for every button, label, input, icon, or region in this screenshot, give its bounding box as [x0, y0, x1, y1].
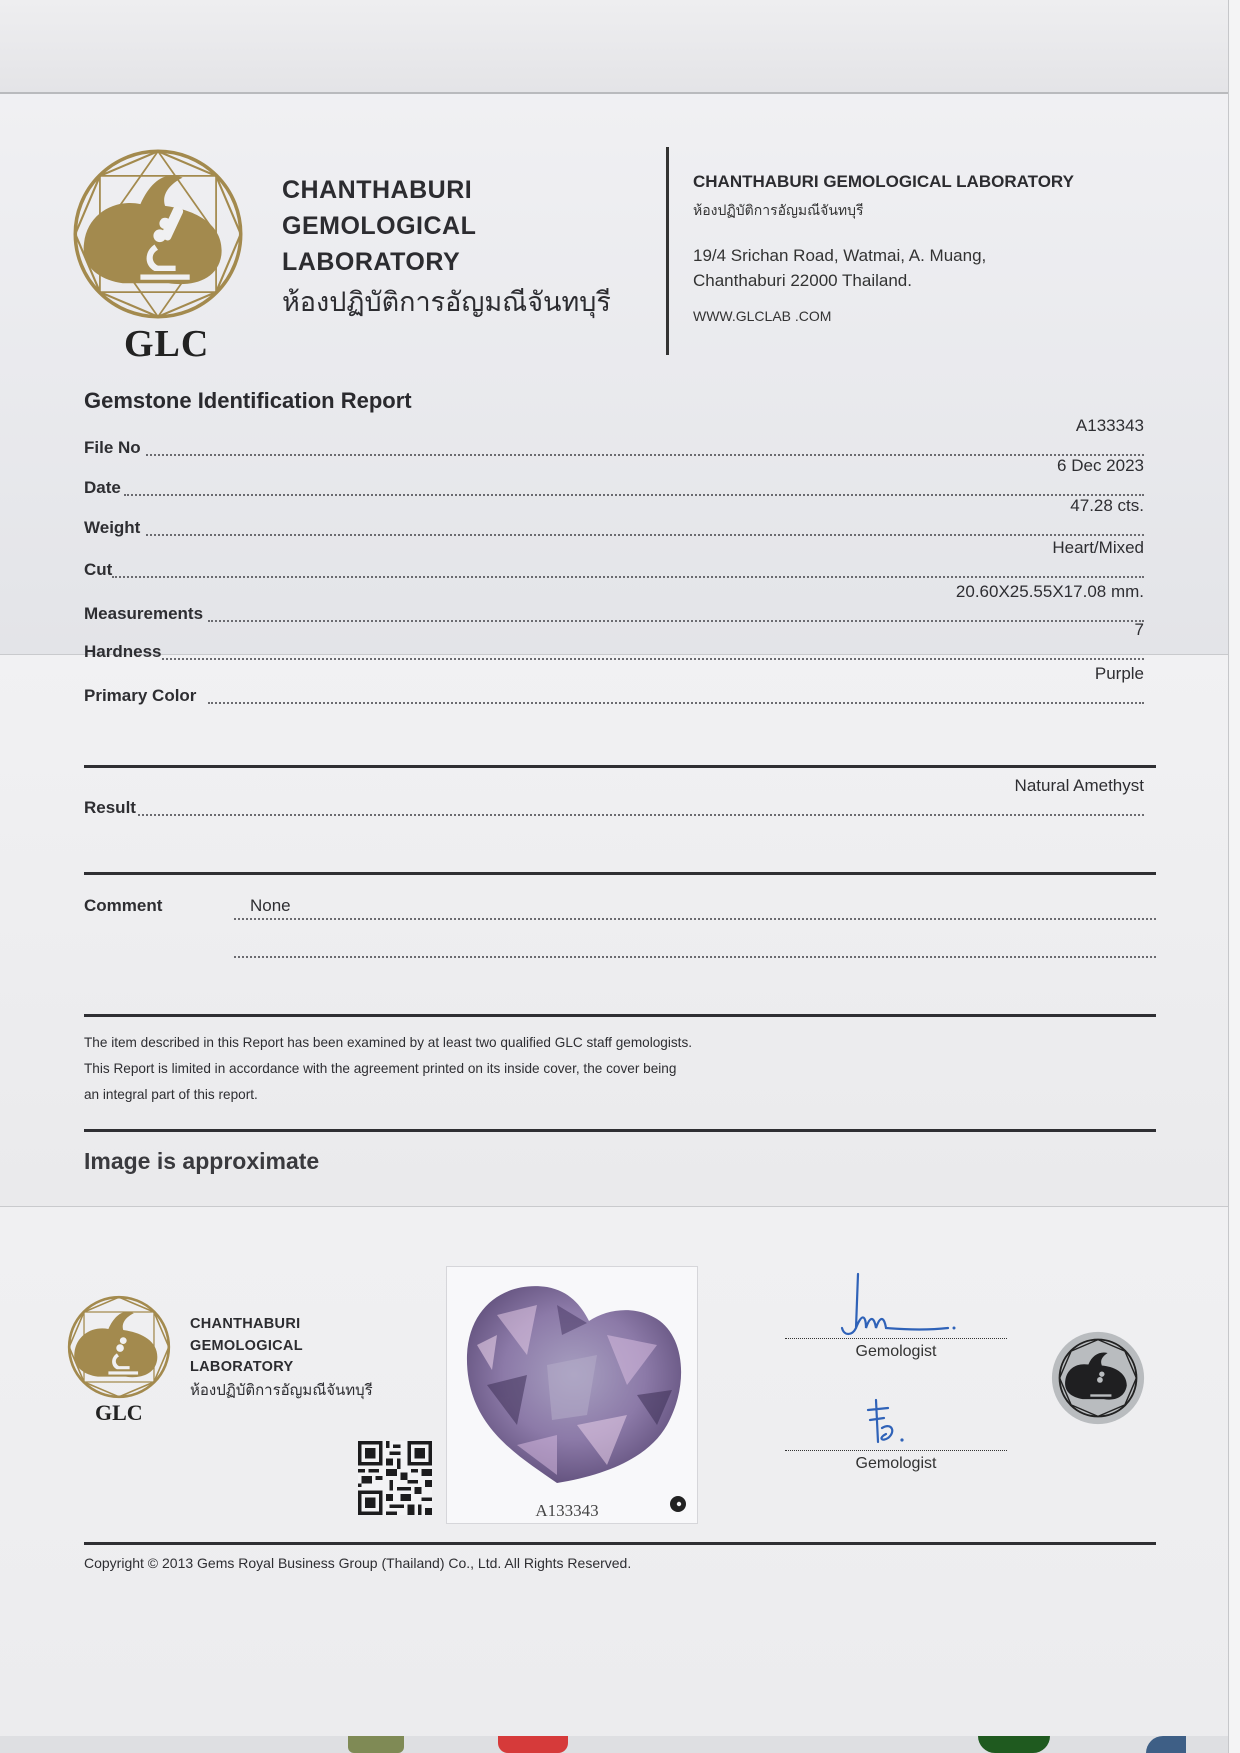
peeking-gem-blue [1146, 1736, 1186, 1753]
field-label: Date [84, 478, 121, 497]
footer-rule [84, 1542, 1156, 1545]
field-label: Cut [84, 560, 113, 579]
stone-photo [446, 1266, 698, 1524]
dotted-leader [146, 454, 1144, 456]
hologram-seal-icon [1050, 1330, 1146, 1426]
rabbit-microscope-logo-icon [70, 146, 246, 322]
lab-name: CHANTHABURI GEMOLOGICAL LABORATORY [282, 176, 477, 276]
heart-amethyst-image [457, 1275, 687, 1495]
rabbit-microscope-logo-icon [66, 1294, 172, 1400]
paper-fold-top [0, 0, 1228, 94]
result-label: Result [84, 798, 136, 817]
peeking-gem-dark-green [978, 1736, 1050, 1753]
dotted-leader [162, 658, 1144, 660]
lab-abbreviation-small: GLC [95, 1400, 143, 1425]
address-line-2: Chanthaburi 22000 Thailand. [693, 271, 912, 290]
lab-name-thai-small: ห้องปฏิบัติการอัญมณีจันทบุรี [190, 1383, 373, 1399]
image-note: Image is approximate [84, 1148, 320, 1174]
field-value: 7 [1134, 620, 1144, 639]
comment-value: None [250, 896, 291, 915]
address-line-1: 19/4 Srichan Road, Watmai, A. Muang, [693, 246, 987, 265]
field-value: A133343 [1075, 416, 1144, 435]
lab-name-thai: ห้องปฏิบัติการอัญมณีจันทบุรี [282, 287, 611, 317]
signature-label-2: Gemologist [855, 1455, 937, 1472]
field-row-result [84, 776, 1144, 818]
result-value: Natural Amethyst [1014, 776, 1144, 795]
lab-abbreviation: GLC [124, 323, 210, 365]
signature-1 [840, 1272, 970, 1344]
signature-line-2 [785, 1450, 1007, 1451]
header-divider [666, 147, 669, 355]
comment-dotted-line [234, 918, 1156, 920]
field-label: File No [84, 438, 141, 457]
lab-name-small: CHANTHABURI GEMOLOGICAL LABORATORY [190, 1316, 303, 1375]
field-row-weight [84, 496, 1144, 538]
signature-label-1: Gemologist [855, 1343, 937, 1360]
website-link[interactable]: WWW.GLCLAB .COM [693, 308, 832, 324]
field-value: Purple [1094, 664, 1144, 683]
section-rule [84, 1129, 1156, 1132]
field-value: Heart/Mixed [1052, 538, 1144, 557]
field-row-hardness [84, 620, 1144, 662]
field-value: 47.28 cts. [1070, 496, 1144, 515]
paper-panel-middle [0, 654, 1228, 1207]
disclaimer-text: The item described in this Report has been examined by at least two qualified GLC staff gemologists. This Report is limited in accordance with the agreement printed on its inside cover, the cover being an integral part of this report. [84, 1035, 693, 1102]
address-lab-name-thai: ห้องปฏิบัติการอัญมณีจันทบุรี [693, 204, 864, 219]
qr-code-icon[interactable] [358, 1441, 432, 1515]
section-rule [84, 1014, 1156, 1017]
address-lab-name: CHANTHABURI GEMOLOGICAL LABORATORY [693, 172, 1074, 191]
field-row-file-no [84, 416, 1144, 458]
field-value: 20.60X25.55X17.08 mm. [955, 582, 1144, 601]
copyright-text: Copyright © 2013 Gems Royal Business Group (Thailand) Co., Ltd. All Rights Reserved. [84, 1555, 632, 1571]
peeking-gem-red [498, 1736, 568, 1753]
field-label: Hardness [84, 642, 162, 661]
field-label: Weight [84, 518, 141, 537]
dotted-leader [124, 494, 1144, 496]
dotted-leader [208, 702, 1144, 704]
glc-mini-logo-icon [667, 1495, 689, 1517]
report-title: Gemstone Identification Report [84, 388, 412, 413]
field-row-primary-color [84, 664, 1144, 706]
section-rule [84, 765, 1156, 768]
section-rule [84, 872, 1156, 875]
field-value: 6 Dec 2023 [1057, 456, 1144, 475]
stone-id-label: A133343 [535, 1501, 599, 1520]
field-row-measurements [84, 582, 1144, 624]
dotted-leader [112, 576, 1144, 578]
dotted-leader [138, 814, 1144, 816]
signature-2 [862, 1398, 922, 1448]
field-row-cut [84, 538, 1144, 580]
field-label: Measurements [84, 604, 204, 623]
field-label: Primary Color [84, 686, 197, 705]
dotted-leader [208, 620, 1144, 622]
peeking-gem-green [348, 1736, 404, 1753]
paper-edge [1228, 0, 1240, 1753]
comment-label: Comment [84, 896, 163, 915]
dotted-leader [146, 534, 1144, 536]
signature-line-1 [785, 1338, 1007, 1339]
field-row-date [84, 456, 1144, 498]
comment-dotted-line [234, 956, 1156, 958]
